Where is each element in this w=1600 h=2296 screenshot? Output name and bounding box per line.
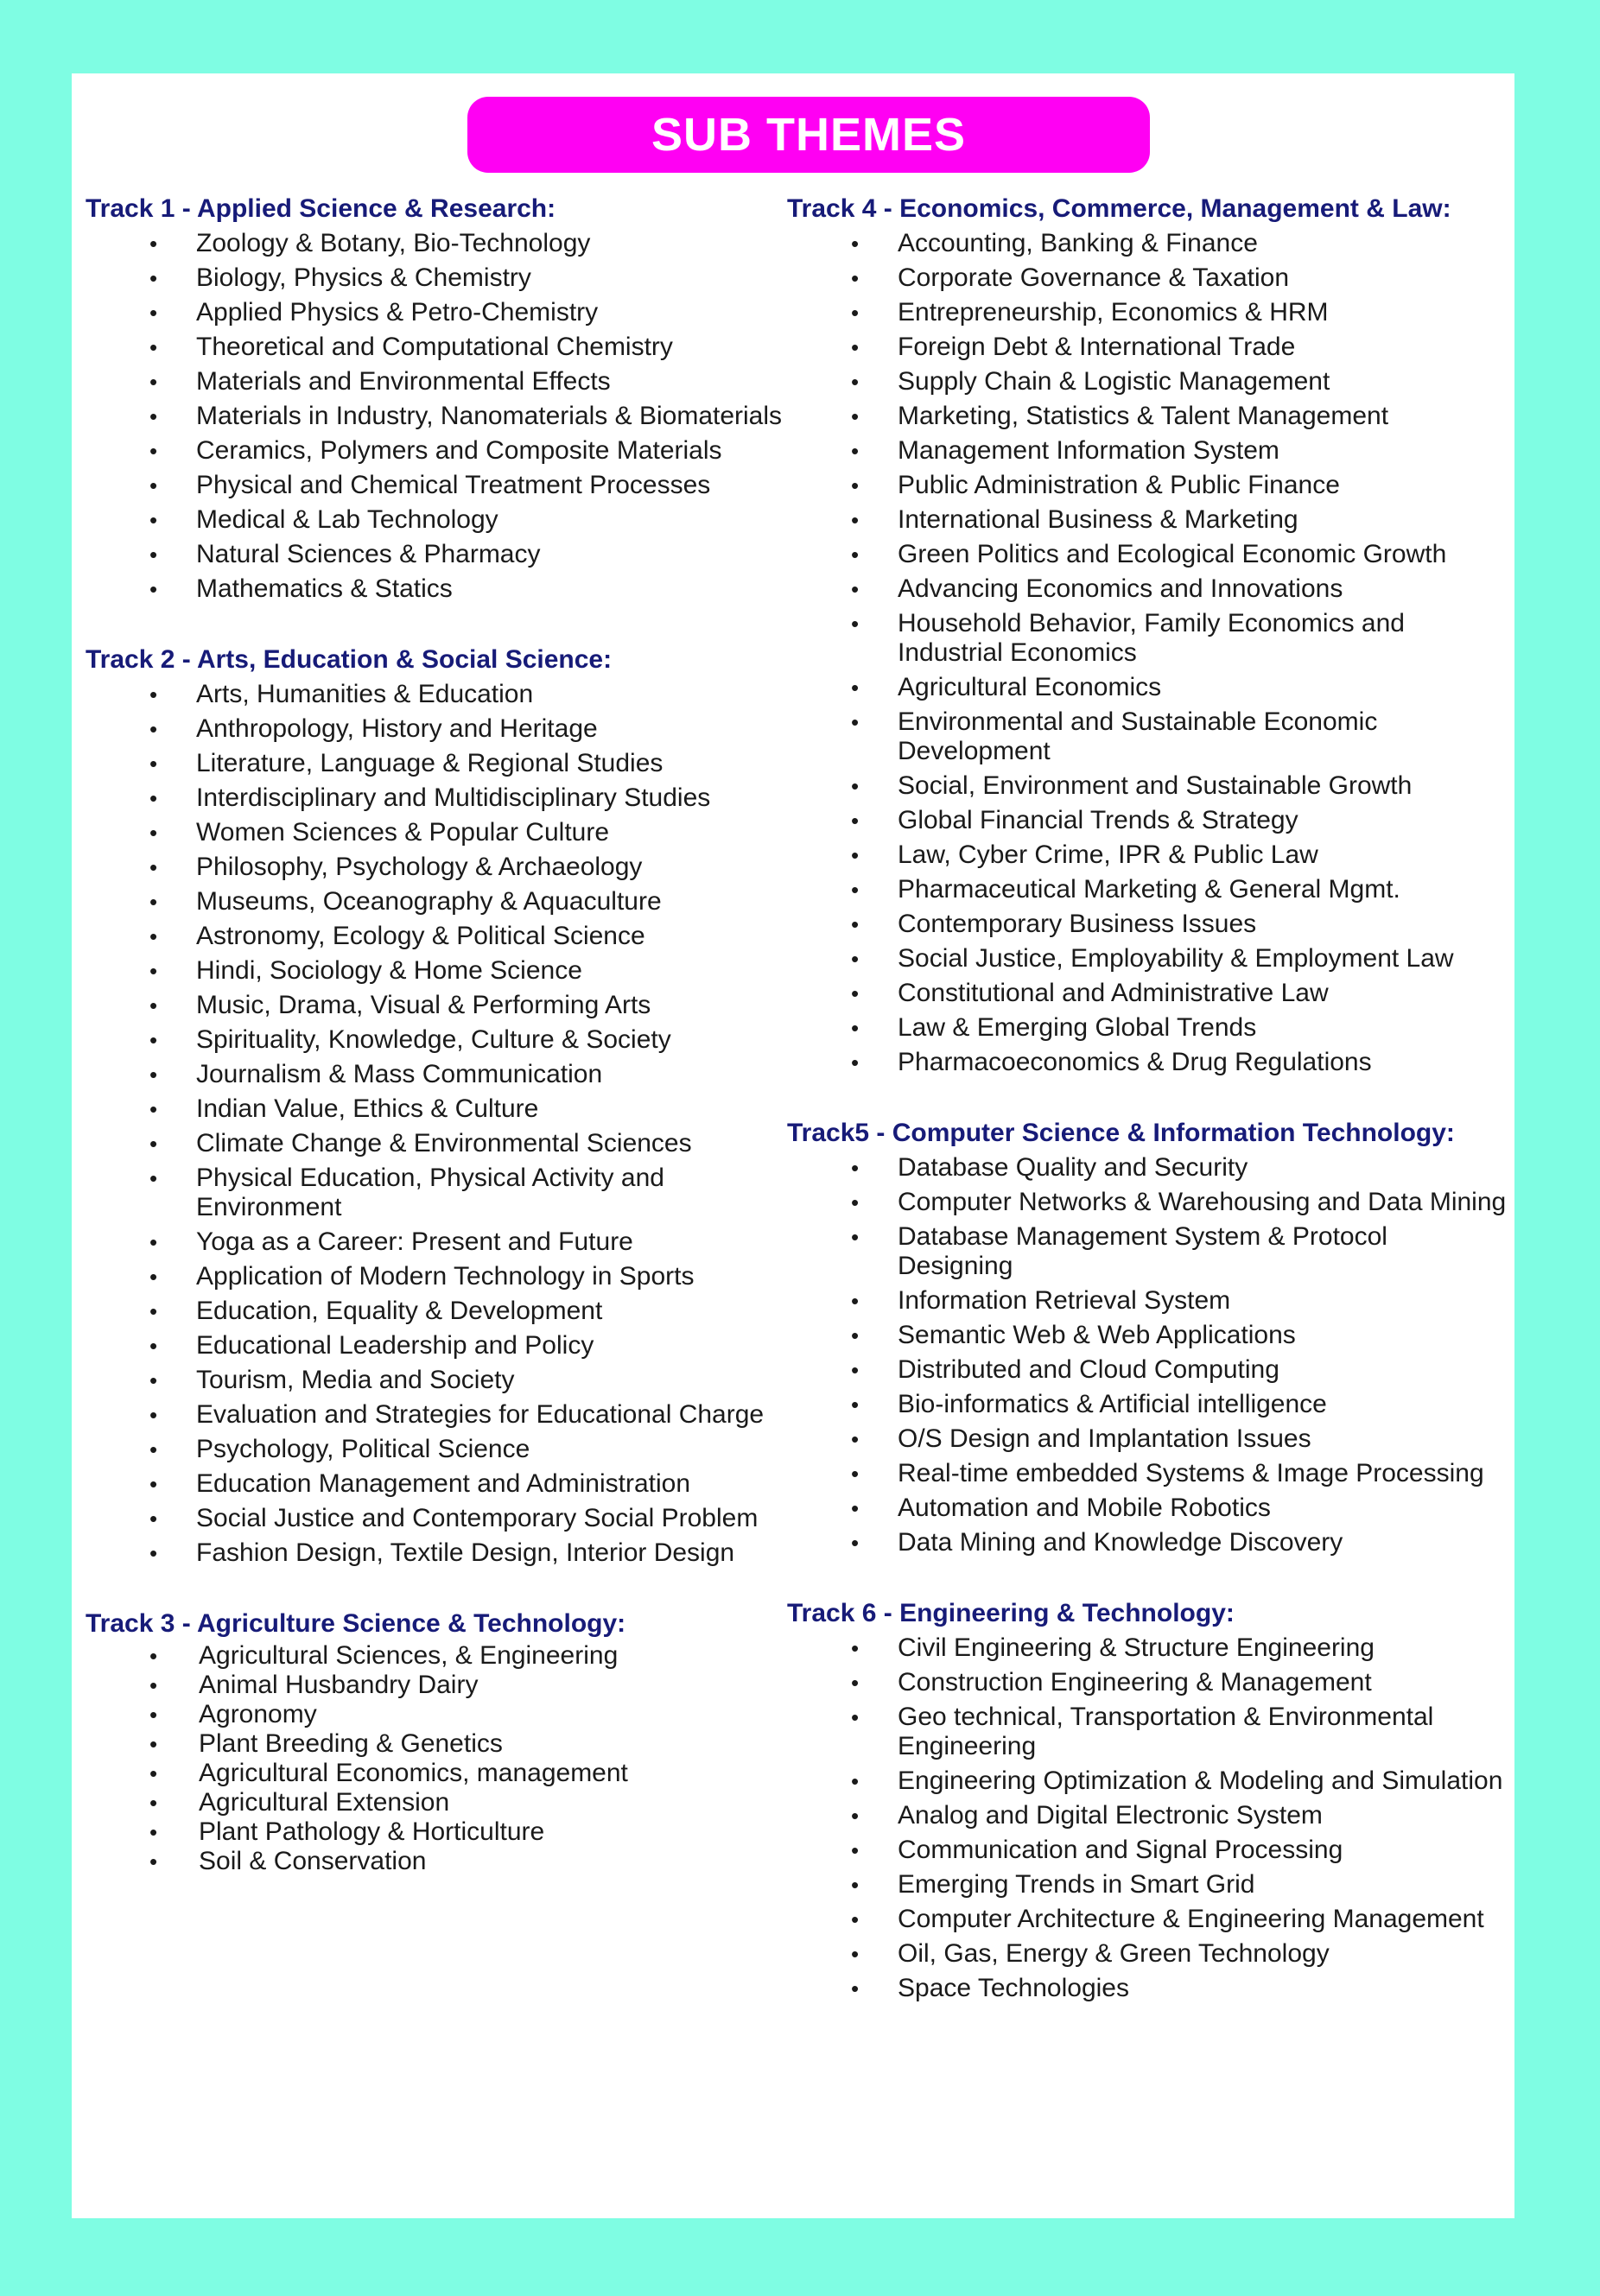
track-section: [86, 1607, 785, 1876]
list-item: [86, 261, 785, 295]
list-item: [787, 907, 1508, 942]
bullet-icon: •: [149, 1229, 158, 1255]
bullet-icon: •: [149, 1731, 158, 1757]
sub-theme-list: [787, 1631, 1508, 2006]
list-item: [787, 330, 1508, 365]
list-item: [787, 1764, 1508, 1798]
list-item: [86, 295, 785, 330]
list-item-label: Plant Pathology & Horticulture: [199, 1817, 545, 1846]
list-item: [787, 1422, 1508, 1456]
list-item: [86, 1294, 785, 1329]
list-item: [86, 1847, 785, 1876]
list-item-label: Space Technologies: [898, 1974, 1129, 2002]
list-item: [86, 746, 785, 781]
track-section: [86, 192, 785, 606]
bullet-icon: •: [149, 958, 158, 984]
list-item: [787, 1868, 1508, 1902]
list-item-label: Physical and Chemical Treatment Processes: [196, 471, 711, 499]
list-item-label: Natural Sciences & Pharmacy: [196, 540, 541, 568]
bullet-icon: •: [149, 923, 158, 949]
bullet-icon: •: [851, 300, 860, 326]
bullet-icon: •: [149, 1643, 158, 1669]
list-item: [86, 954, 785, 988]
bullet-icon: •: [149, 1471, 158, 1497]
sub-theme-list: [787, 1151, 1508, 1560]
bullet-icon: •: [149, 1096, 158, 1122]
bullet-icon: •: [851, 1322, 860, 1348]
bullet-icon: •: [851, 980, 860, 1006]
bullet-icon: •: [149, 854, 158, 880]
list-item-label: Agronomy: [199, 1700, 317, 1728]
bullet-icon: •: [149, 1264, 158, 1290]
list-item-label: Public Administration & Public Finance: [898, 471, 1340, 499]
list-item: [86, 399, 785, 434]
bullet-icon: •: [851, 1670, 860, 1696]
bullet-icon: •: [851, 1704, 860, 1730]
list-item: [787, 1151, 1508, 1185]
list-item-label: Applied Physics & Petro-Chemistry: [196, 298, 599, 327]
bullet-icon: •: [851, 911, 860, 937]
list-item-label: Zoology & Botany, Bio-Technology: [196, 229, 591, 257]
bullet-icon: •: [149, 1165, 158, 1191]
list-item: [787, 976, 1508, 1011]
bullet-icon: •: [851, 438, 860, 464]
list-item-label: Communication and Signal Processing: [898, 1836, 1343, 1864]
bullet-icon: •: [851, 675, 860, 701]
bullet-icon: •: [149, 300, 158, 326]
list-item: [86, 1432, 785, 1467]
section-spacer: [86, 1570, 785, 1607]
bullet-icon: •: [149, 1367, 158, 1393]
list-item-label: Arts, Humanities & Education: [196, 680, 534, 708]
bullet-icon: •: [851, 576, 860, 602]
bullet-icon: •: [851, 1906, 860, 1932]
list-item: [86, 365, 785, 399]
section-spacer: [86, 606, 785, 643]
track-section: [787, 1596, 1508, 2006]
content-sheet: [72, 73, 1514, 2218]
bullet-icon: •: [851, 1768, 860, 1794]
list-item-label: Bio-informatics & Artificial intelligence: [898, 1390, 1327, 1418]
list-item: [787, 1525, 1508, 1560]
bullet-icon: •: [851, 1635, 860, 1661]
list-item-label: Plant Breeding & Genetics: [199, 1729, 503, 1758]
bullet-icon: •: [149, 889, 158, 915]
list-item: [787, 537, 1508, 572]
list-item-label: Agricultural Economics: [898, 673, 1162, 701]
left-column: [86, 192, 785, 1876]
list-item: [86, 226, 785, 261]
list-item-label: Computer Networks & Warehousing and Data Mining: [898, 1188, 1507, 1216]
list-item: [787, 670, 1508, 705]
list-item: [787, 261, 1508, 295]
list-item: [787, 1045, 1508, 1080]
list-item: [86, 919, 785, 954]
list-item-label: Educational Leadership and Policy: [196, 1331, 594, 1360]
list-item: [86, 815, 785, 850]
section-spacer: [787, 1560, 1508, 1596]
list-item-label: Indian Value, Ethics & Culture: [196, 1094, 539, 1123]
list-item-label: Global Financial Trends & Strategy: [898, 806, 1298, 834]
list-item-label: Astronomy, Ecology & Political Science: [196, 922, 645, 950]
section-spacer: [787, 1080, 1508, 1116]
bullet-icon: •: [149, 751, 158, 777]
sub-theme-list: [86, 677, 785, 1570]
list-item: [787, 1665, 1508, 1700]
list-item: [787, 1833, 1508, 1868]
bullet-icon: •: [851, 1976, 860, 2001]
list-item: [86, 1126, 785, 1161]
bullet-icon: •: [149, 403, 158, 429]
list-item: [787, 572, 1508, 606]
list-item: [86, 781, 785, 815]
list-item: [86, 1501, 785, 1536]
list-item-label: Climate Change & Environmental Sciences: [196, 1129, 692, 1158]
list-item: [787, 1700, 1508, 1764]
bullet-icon: •: [851, 1530, 860, 1556]
bullet-icon: •: [149, 1702, 158, 1728]
list-item: [86, 712, 785, 746]
track-section: [787, 1116, 1508, 1560]
list-item: [86, 1817, 785, 1847]
bullet-icon: •: [851, 1015, 860, 1041]
list-item: [787, 1220, 1508, 1284]
list-item: [787, 606, 1508, 670]
bullet-icon: •: [851, 1426, 860, 1452]
list-item: [86, 1759, 785, 1788]
list-item-label: Social Justice, Employability & Employment Law: [898, 944, 1454, 973]
list-item-label: Mathematics & Statics: [196, 574, 453, 603]
list-item-label: International Business & Marketing: [898, 505, 1298, 534]
list-item: [787, 1387, 1508, 1422]
bullet-icon: •: [149, 369, 158, 395]
list-item-label: Database Quality and Security: [898, 1153, 1248, 1182]
list-item: [787, 399, 1508, 434]
list-item-label: Law & Emerging Global Trends: [898, 1013, 1257, 1042]
bullet-icon: •: [851, 709, 860, 735]
list-item-label: Information Retrieval System: [898, 1286, 1231, 1315]
list-item-label: Yoga as a Career: Present and Future: [196, 1227, 633, 1256]
list-item: [86, 1641, 785, 1671]
list-item-label: Corporate Governance & Taxation: [898, 263, 1290, 292]
list-item: [86, 1788, 785, 1817]
list-item: [86, 537, 785, 572]
list-item-label: Application of Modern Technology in Sports: [196, 1262, 695, 1291]
list-item-label: Entrepreneurship, Economics & HRM: [898, 298, 1329, 327]
sub-theme-list: [86, 1641, 785, 1876]
list-item-label: Social, Environment and Sustainable Growth: [898, 771, 1413, 800]
right-column: [787, 192, 1508, 2006]
list-item: [787, 1937, 1508, 1971]
list-item-label: Engineering Optimization & Modeling and Simulation: [898, 1766, 1503, 1795]
bullet-icon: •: [149, 576, 158, 602]
list-item: [787, 1491, 1508, 1525]
bullet-icon: •: [149, 1540, 158, 1566]
list-item: [86, 1161, 785, 1225]
bullet-icon: •: [851, 877, 860, 903]
list-item-label: Real-time embedded Systems & Image Processing: [898, 1459, 1484, 1487]
list-item: [86, 572, 785, 606]
bullet-icon: •: [149, 1849, 158, 1874]
bullet-icon: •: [851, 1288, 860, 1314]
list-item: [86, 330, 785, 365]
list-item-label: Contemporary Business Issues: [898, 910, 1257, 938]
track-section: [86, 643, 785, 1570]
list-item: [787, 1456, 1508, 1491]
list-item-label: Literature, Language & Regional Studies: [196, 749, 663, 777]
list-item-label: Psychology, Political Science: [196, 1435, 530, 1463]
list-item: [787, 769, 1508, 803]
track-title: Track 4 - Economics, Commerce, Management & Law:: [787, 194, 1451, 223]
list-item-label: Green Politics and Ecological Economic Growth: [898, 540, 1447, 568]
sub-theme-list: [86, 226, 785, 606]
list-item: [86, 1700, 785, 1729]
bullet-icon: •: [149, 542, 158, 568]
sub-theme-list: [787, 226, 1508, 1080]
bullet-icon: •: [149, 1402, 158, 1428]
list-item-label: Agricultural Economics, management: [199, 1759, 628, 1787]
bullet-icon: •: [149, 1819, 158, 1845]
list-item-label: Tourism, Media and Society: [196, 1366, 515, 1394]
list-item: [787, 1284, 1508, 1318]
list-item: [86, 1057, 785, 1092]
list-item-label: Data Mining and Knowledge Discovery: [898, 1528, 1343, 1557]
list-item: [86, 1729, 785, 1759]
bullet-icon: •: [149, 265, 158, 291]
track-title: Track 2 - Arts, Education & Social Science:: [86, 645, 613, 674]
list-item-label: Semantic Web & Web Applications: [898, 1321, 1296, 1349]
bullet-icon: •: [149, 716, 158, 742]
bullet-icon: •: [149, 1437, 158, 1462]
list-item: [787, 872, 1508, 907]
list-item: [787, 468, 1508, 503]
bullet-icon: •: [851, 1495, 860, 1521]
list-item: [86, 503, 785, 537]
list-item: [86, 988, 785, 1023]
list-item-label: Advancing Economics and Innovations: [898, 574, 1343, 603]
list-item-label: Civil Engineering & Structure Engineering: [898, 1633, 1375, 1662]
bullet-icon: •: [851, 1941, 860, 1967]
bullet-icon: •: [149, 507, 158, 533]
list-item-label: Automation and Mobile Robotics: [898, 1494, 1271, 1522]
bullet-icon: •: [851, 507, 860, 533]
list-item: [86, 1536, 785, 1570]
list-item-label: Foreign Debt & International Trade: [898, 333, 1296, 361]
bullet-icon: •: [149, 1333, 158, 1359]
bullet-icon: •: [149, 1790, 158, 1816]
list-item-label: Museums, Oceanography & Aquaculture: [196, 887, 662, 916]
bullet-icon: •: [149, 1062, 158, 1088]
list-item: [86, 1467, 785, 1501]
bullet-icon: •: [149, 231, 158, 257]
list-item-label: Construction Engineering & Management: [898, 1668, 1372, 1697]
bullet-icon: •: [149, 993, 158, 1018]
bullet-icon: •: [851, 1803, 860, 1829]
list-item-label: Medical & Lab Technology: [196, 505, 498, 534]
bullet-icon: •: [851, 946, 860, 972]
list-item-label: Environmental and Sustainable Economic Development: [898, 707, 1378, 765]
bullet-icon: •: [851, 611, 860, 637]
track-title: Track 6 - Engineering & Technology:: [787, 1599, 1235, 1627]
bullet-icon: •: [851, 1357, 860, 1383]
list-item: [787, 1011, 1508, 1045]
bullet-icon: •: [149, 334, 158, 360]
list-item-label: Physical Education, Physical Activity and Environment: [196, 1164, 664, 1221]
bullet-icon: •: [851, 1189, 860, 1215]
list-item-label: Distributed and Cloud Computing: [898, 1355, 1279, 1384]
list-item-label: Theoretical and Computational Chemistry: [196, 333, 673, 361]
bullet-icon: •: [851, 773, 860, 799]
list-item: [787, 942, 1508, 976]
list-item: [86, 1259, 785, 1294]
bullet-icon: •: [851, 542, 860, 568]
list-item-label: Anthropology, History and Heritage: [196, 714, 598, 743]
bullet-icon: •: [851, 808, 860, 834]
list-item-label: Emerging Trends in Smart Grid: [898, 1870, 1255, 1899]
list-item-label: Supply Chain & Logistic Management: [898, 367, 1330, 396]
bullet-icon: •: [851, 334, 860, 360]
list-item-label: Oil, Gas, Energy & Green Technology: [898, 1939, 1330, 1968]
bullet-icon: •: [149, 785, 158, 811]
list-item-label: Marketing, Statistics & Talent Management: [898, 402, 1389, 430]
bullet-icon: •: [851, 265, 860, 291]
list-item: [787, 1971, 1508, 2006]
list-item-label: Spirituality, Knowledge, Culture & Society: [196, 1025, 671, 1054]
list-item: [86, 1329, 785, 1363]
list-item: [86, 677, 785, 712]
list-item-label: Women Sciences & Popular Culture: [196, 818, 610, 847]
list-item-label: Journalism & Mass Communication: [196, 1060, 603, 1088]
list-item-label: Management Information System: [898, 436, 1279, 465]
list-item: [787, 1631, 1508, 1665]
list-item: [787, 838, 1508, 872]
bullet-icon: •: [851, 1050, 860, 1075]
list-item: [86, 1023, 785, 1057]
bullet-icon: •: [149, 820, 158, 846]
page-title: SUB THEMES: [467, 97, 1150, 173]
track-title: Track 3 - Agriculture Science & Technology:: [86, 1609, 626, 1638]
list-item-label: Agricultural Extension: [199, 1788, 450, 1817]
track-section: [787, 192, 1508, 1080]
list-item-label: Materials in Industry, Nanomaterials & Biomaterials: [196, 402, 783, 430]
list-item: [86, 468, 785, 503]
list-item: [787, 1902, 1508, 1937]
list-item-label: Pharmaceutical Marketing & General Mgmt.: [898, 875, 1400, 904]
list-item: [787, 803, 1508, 838]
bullet-icon: •: [851, 1872, 860, 1898]
list-item-label: Interdisciplinary and Multidisciplinary Studies: [196, 783, 711, 812]
bullet-icon: •: [149, 473, 158, 498]
bullet-icon: •: [149, 1131, 158, 1157]
list-item: [787, 1353, 1508, 1387]
bullet-icon: •: [851, 1392, 860, 1418]
bullet-icon: •: [149, 1506, 158, 1532]
bullet-icon: •: [149, 1672, 158, 1698]
list-item: [787, 1318, 1508, 1353]
list-item-label: Fashion Design, Textile Design, Interior Design: [196, 1538, 735, 1567]
bullet-icon: •: [149, 1760, 158, 1786]
list-item: [86, 885, 785, 919]
bullet-icon: •: [149, 682, 158, 707]
bullet-icon: •: [149, 1298, 158, 1324]
list-item-label: Accounting, Banking & Finance: [898, 229, 1258, 257]
bullet-icon: •: [851, 231, 860, 257]
list-item-label: Ceramics, Polymers and Composite Materials: [196, 436, 722, 465]
list-item-label: Hindi, Sociology & Home Science: [196, 956, 582, 985]
bullet-icon: •: [149, 1027, 158, 1053]
list-item-label: Agricultural Sciences, & Engineering: [199, 1641, 619, 1670]
list-item-label: Constitutional and Administrative Law: [898, 979, 1329, 1007]
list-item: [787, 1798, 1508, 1833]
list-item-label: Geo technical, Transportation & Environmental Engineering: [898, 1703, 1434, 1760]
list-item: [787, 365, 1508, 399]
track-title: Track 1 - Applied Science & Research:: [86, 194, 556, 223]
list-item: [787, 705, 1508, 769]
list-item-label: Materials and Environmental Effects: [196, 367, 611, 396]
list-item-label: Evaluation and Strategies for Educational Charge: [196, 1400, 765, 1429]
list-item: [86, 1671, 785, 1700]
list-item: [787, 226, 1508, 261]
list-item-label: Education, Equality & Development: [196, 1297, 603, 1325]
list-item-label: Biology, Physics & Chemistry: [196, 263, 531, 292]
list-item-label: Music, Drama, Visual & Performing Arts: [196, 991, 651, 1019]
bullet-icon: •: [851, 403, 860, 429]
list-item-label: Philosophy, Psychology & Archaeology: [196, 853, 643, 881]
list-item-label: Analog and Digital Electronic System: [898, 1801, 1323, 1830]
list-item: [86, 1092, 785, 1126]
bullet-icon: •: [851, 1461, 860, 1487]
bullet-icon: •: [851, 473, 860, 498]
track-title: Track5 - Computer Science & Information Technology:: [787, 1119, 1455, 1147]
list-item-label: Education Management and Administration: [196, 1469, 691, 1498]
list-item-label: Law, Cyber Crime, IPR & Public Law: [898, 840, 1318, 869]
list-item: [86, 434, 785, 468]
list-item-label: Soil & Conservation: [199, 1847, 427, 1875]
bullet-icon: •: [149, 438, 158, 464]
list-item-label: Animal Husbandry Dairy: [199, 1671, 479, 1699]
list-item-label: Database Management System & Protocol Designing: [898, 1222, 1387, 1280]
list-item-label: O/S Design and Implantation Issues: [898, 1424, 1311, 1453]
list-item-label: Pharmacoeconomics & Drug Regulations: [898, 1048, 1372, 1076]
list-item: [86, 1363, 785, 1398]
list-item-label: Household Behavior, Family Economics and Industrial Economics: [898, 609, 1405, 667]
list-item: [787, 295, 1508, 330]
list-item-label: Social Justice and Contemporary Social Problem: [196, 1504, 759, 1532]
bullet-icon: •: [851, 1224, 860, 1250]
bullet-icon: •: [851, 369, 860, 395]
list-item: [86, 1225, 785, 1259]
bullet-icon: •: [851, 1837, 860, 1863]
bullet-icon: •: [851, 842, 860, 868]
list-item: [787, 434, 1508, 468]
list-item-label: Computer Architecture & Engineering Management: [898, 1905, 1484, 1933]
list-item: [86, 850, 785, 885]
list-item: [86, 1398, 785, 1432]
list-item: [787, 1185, 1508, 1220]
list-item: [787, 503, 1508, 537]
bullet-icon: •: [851, 1155, 860, 1181]
